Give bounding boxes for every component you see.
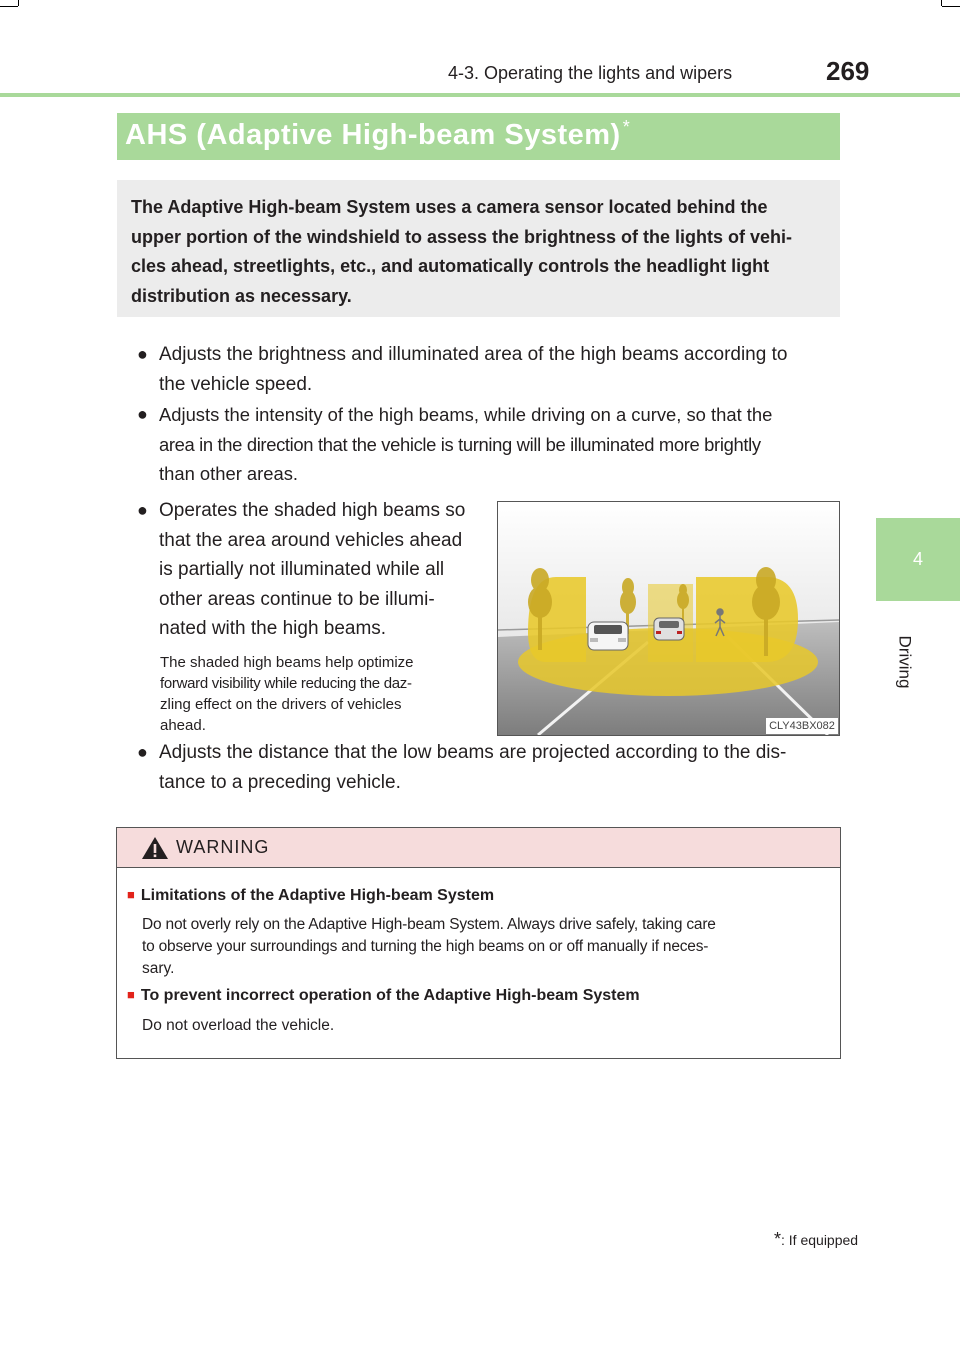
bullet-dot: ● bbox=[137, 500, 148, 520]
intro-line: upper portion of the windshield to assess the brightness of the lights of vehi- bbox=[131, 226, 793, 247]
note-line: zling effect on the drivers of vehicles bbox=[160, 696, 402, 713]
chapter-label-text: Driving bbox=[895, 635, 914, 689]
warning-box bbox=[116, 827, 841, 1059]
bullet-line: Adjusts the brightness and illuminated area of the high beams according to bbox=[159, 344, 788, 365]
warning-body-line: Do not overly rely on the Adaptive High-beam System. Always drive safely, taking care bbox=[142, 916, 716, 933]
warning-item-heading bbox=[127, 887, 494, 905]
if-equipped-mark: * bbox=[622, 117, 631, 137]
warning-item-heading-text: To prevent incorrect operation of the Adaptive High-beam System bbox=[140, 987, 640, 1004]
bullet-dot: ● bbox=[137, 742, 148, 762]
chapter-number: 4 bbox=[912, 549, 923, 569]
intro-box bbox=[117, 180, 840, 317]
warning-body-line: Do not overload the vehicle. bbox=[142, 1017, 335, 1034]
bullet-line: than other areas. bbox=[159, 463, 299, 484]
note-line: forward visibility while reducing the daz- bbox=[160, 675, 412, 692]
crop-mark bbox=[18, 0, 19, 6]
bullet-line: area in the direction that the vehicle is turning will be illuminated more brightly bbox=[159, 433, 761, 455]
bullet-text bbox=[159, 340, 840, 399]
warning-body-line: sary. bbox=[142, 960, 175, 977]
figure-code: CLY43BX082 bbox=[766, 718, 838, 734]
warning-body-line: to observe your surroundings and turning the high beams on or off manually if neces- bbox=[142, 938, 709, 955]
bullet-line: Adjusts the intensity of the high beams, while driving on a curve, so that the bbox=[159, 404, 773, 425]
header-rule bbox=[0, 93, 960, 97]
intro-text bbox=[131, 193, 826, 311]
bullet-text bbox=[159, 496, 479, 644]
chapter-tab bbox=[876, 518, 960, 601]
preceding-car bbox=[654, 618, 684, 640]
page-number: 269 bbox=[826, 56, 870, 86]
warning-header bbox=[117, 828, 840, 868]
oncoming-car bbox=[588, 622, 628, 650]
warning-triangle-icon bbox=[141, 836, 169, 860]
warning-item-heading-text: Limitations of the Adaptive High-beam System bbox=[140, 887, 495, 904]
note-line: The shaded high beams help optimize bbox=[160, 654, 414, 671]
chapter-label bbox=[884, 632, 924, 692]
bullet-line: tance to a preceding vehicle. bbox=[159, 771, 401, 793]
bullet-text bbox=[159, 738, 840, 797]
footnote bbox=[774, 1229, 858, 1250]
note-line: ahead. bbox=[160, 717, 206, 734]
high-beam-right bbox=[696, 577, 798, 662]
bullet-line: Operates the shaded high beams so bbox=[159, 500, 466, 521]
warning-item-body bbox=[142, 1015, 832, 1037]
warning-title: WARNING bbox=[176, 837, 270, 857]
road-scene-illustration bbox=[498, 502, 839, 735]
running-header: 4-3. Operating the lights and wipers bbox=[448, 63, 733, 83]
bullet-line: Adjusts the distance that the low beams are projected according to the dis- bbox=[159, 742, 787, 763]
bullet-line: other areas continue to be illumi- bbox=[159, 588, 435, 610]
figure-note bbox=[160, 652, 478, 736]
crop-mark bbox=[942, 6, 960, 7]
red-square-icon: ■ bbox=[127, 887, 135, 902]
footnote-text: : If equipped bbox=[781, 1232, 859, 1248]
bullet-text bbox=[159, 400, 840, 489]
bullet-line: nated with the high beams. bbox=[159, 618, 387, 639]
bullet-line: the vehicle speed. bbox=[159, 373, 313, 395]
footnote-mark: * bbox=[774, 1229, 782, 1249]
warning-item-body bbox=[142, 914, 832, 980]
intro-line: distribution as necessary. bbox=[131, 285, 352, 306]
bullet-line: that the area around vehicles ahead bbox=[159, 529, 463, 551]
section-title-text: AHS (Adaptive High-beam System) bbox=[125, 119, 621, 151]
section-title bbox=[125, 119, 630, 152]
bullet-line: is partially not illuminated while all bbox=[159, 559, 445, 580]
section-banner bbox=[117, 113, 840, 160]
ahs-illustration bbox=[497, 501, 840, 736]
red-square-icon: ■ bbox=[127, 987, 135, 1002]
intro-line: The Adaptive High-beam System uses a camera sensor located behind the bbox=[131, 197, 768, 217]
intro-line: cles ahead, streetlights, etc., and automatically controls the headlight light bbox=[131, 256, 770, 276]
bullet-dot: ● bbox=[137, 404, 148, 424]
bullet-dot: ● bbox=[137, 344, 148, 364]
crop-mark bbox=[0, 6, 18, 7]
warning-item-heading bbox=[127, 987, 640, 1005]
